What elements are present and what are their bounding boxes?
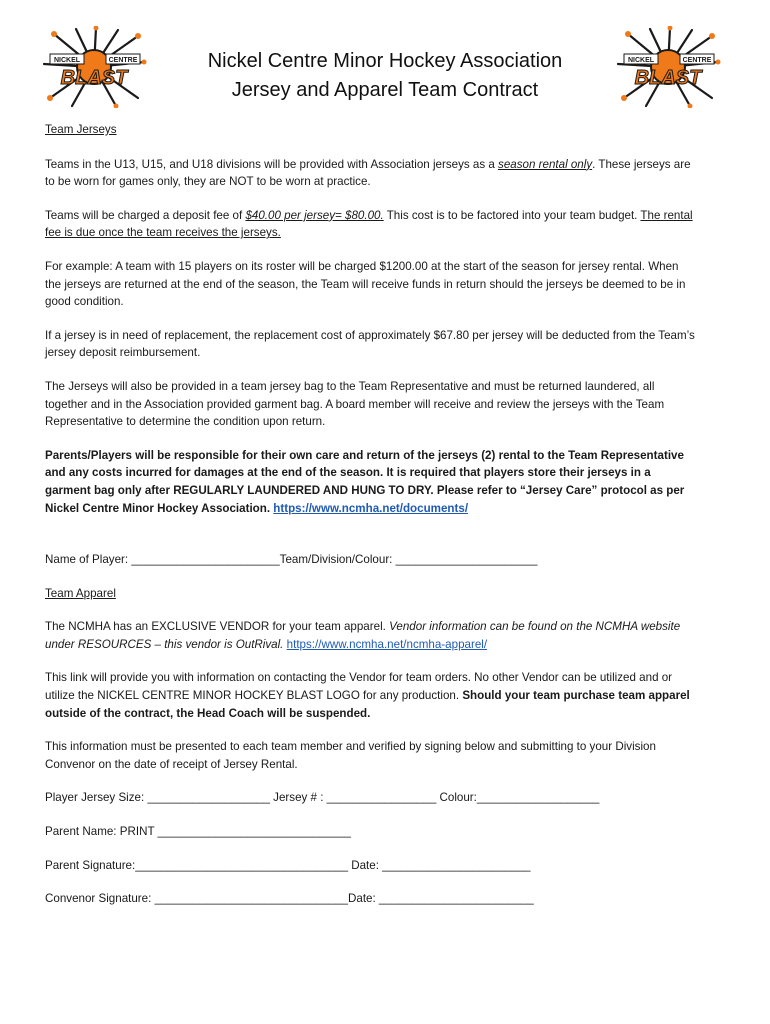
jersey-size-field[interactable]: Player Jersey Size: ___________________ Jersey # : _________________ Colour:___________________ — [45, 791, 600, 805]
deposit-amount: $40.00 per jersey= $80.00. — [245, 208, 384, 222]
season-rental-emphasis: season rental only — [498, 157, 593, 171]
section-heading-apparel: Team Apparel — [45, 586, 116, 600]
documents-link[interactable]: https://www.ncmha.net/documents/ — [273, 501, 469, 515]
contract-body — [45, 121, 695, 908]
apparel-link[interactable]: https://www.ncmha.net/ncmha-apparel/ — [286, 637, 488, 651]
section-heading-jerseys: Team Jerseys — [45, 123, 117, 136]
rental-fee-due-note: The rental fee is due once the team receives the jerseys. — [45, 208, 693, 240]
logo-wordmark: BLAST — [634, 67, 702, 89]
paragraph-example: For example: A team with 15 players on its roster will be charged $1200.00 at the start of the season for jersey rental. When the jerseys are returned at the end of the season, the Team will receive funds in return should the jerseys be deemed to be in good condition. — [45, 259, 686, 309]
document-subtitle: Jersey and Apparel Team Contract — [231, 79, 539, 101]
logo-text-nickel: NICKEL — [627, 57, 655, 64]
blast-logo-left — [40, 26, 148, 108]
paragraph-jersey-bag: The Jerseys will also be provided in a team jersey bag to the Team Representative and must be returned laundered, all together and in the Association provided garment bag. A board member will receive and review the jerseys with the Team Representative to determine the condition upon return. — [45, 379, 665, 429]
parent-signature-field[interactable]: Parent Signature:_________________________________ Date: _______________________ — [45, 858, 531, 872]
logo-text-centre: CENTRE — [682, 57, 712, 64]
paragraph-replacement: If a jersey is in need of replacement, the replacement cost of approximately $67.80 per jersey will be deducted from the Team’s jersey deposit reimbursement. — [45, 328, 695, 360]
blast-logo-right — [614, 26, 722, 108]
text: The NCMHA has an EXCLUSIVE VENDOR for your team apparel. — [45, 620, 390, 634]
suspension-warning: Should your team purchase team apparel outside of the contract, the Head Coach will be suspended. — [45, 689, 690, 720]
text: This cost is to be factored into your team budget. — [383, 208, 641, 222]
document-title: Nickel Centre Minor Hockey Association — [207, 50, 563, 72]
responsibility-text: Parents/Players will be responsible for their own care and return of the jerseys (2) rental to the Team Representative and any costs incurred for damages at the end of the season. It is required that players store their jerseys in a garment bag only after REGULARLY LAUNDERED AND HUNG TO DRY. Please refer to “Jersey Care” protocol as per Nickel Centre Minor Hockey Association. — [45, 448, 685, 515]
text: Teams in the U13, U15, and U18 divisions will be provided with Association jerseys as a — [45, 157, 499, 171]
player-name-field[interactable]: Name of Player: _______________________Team/Division/Colour: ______________________ — [45, 553, 538, 567]
paragraph-deposit-fee — [45, 207, 695, 242]
text: This link will provide you with information on contacting the Vendor for team orders. No other Vendor can be utilized and or utilize the NICKEL CENTRE MINOR HOCKEY BLAST LOGO for any production. — [45, 671, 673, 703]
paragraph-parent-responsibility — [45, 447, 695, 517]
paragraph-vendor-orders — [45, 669, 695, 722]
vendor-info: Vendor information can be found on the NCMHA website under RESOURCES – this vendor is OutRival. — [45, 620, 681, 651]
paragraph-exclusive-vendor — [45, 618, 695, 653]
text: . These jerseys are to be worn for games only, they are NOT to be worn at practice. — [45, 157, 691, 189]
paragraph-jersey-rental — [45, 156, 695, 191]
parent-name-field[interactable]: Parent Name: PRINT ______________________________ — [45, 825, 351, 839]
logo-text-nickel: NICKEL — [53, 57, 81, 64]
logo-wordmark: BLAST — [60, 67, 128, 89]
convenor-signature-field[interactable]: Convenor Signature: ______________________________Date: ________________________ — [45, 892, 534, 906]
paragraph-verification: This information must be presented to each team member and verified by signing below and submitting to your Division Convenor on the date of receipt of Jersey Rental. — [45, 740, 656, 771]
text: Teams will be charged a deposit fee of — [45, 208, 246, 222]
logo-text-centre: CENTRE — [108, 57, 138, 64]
